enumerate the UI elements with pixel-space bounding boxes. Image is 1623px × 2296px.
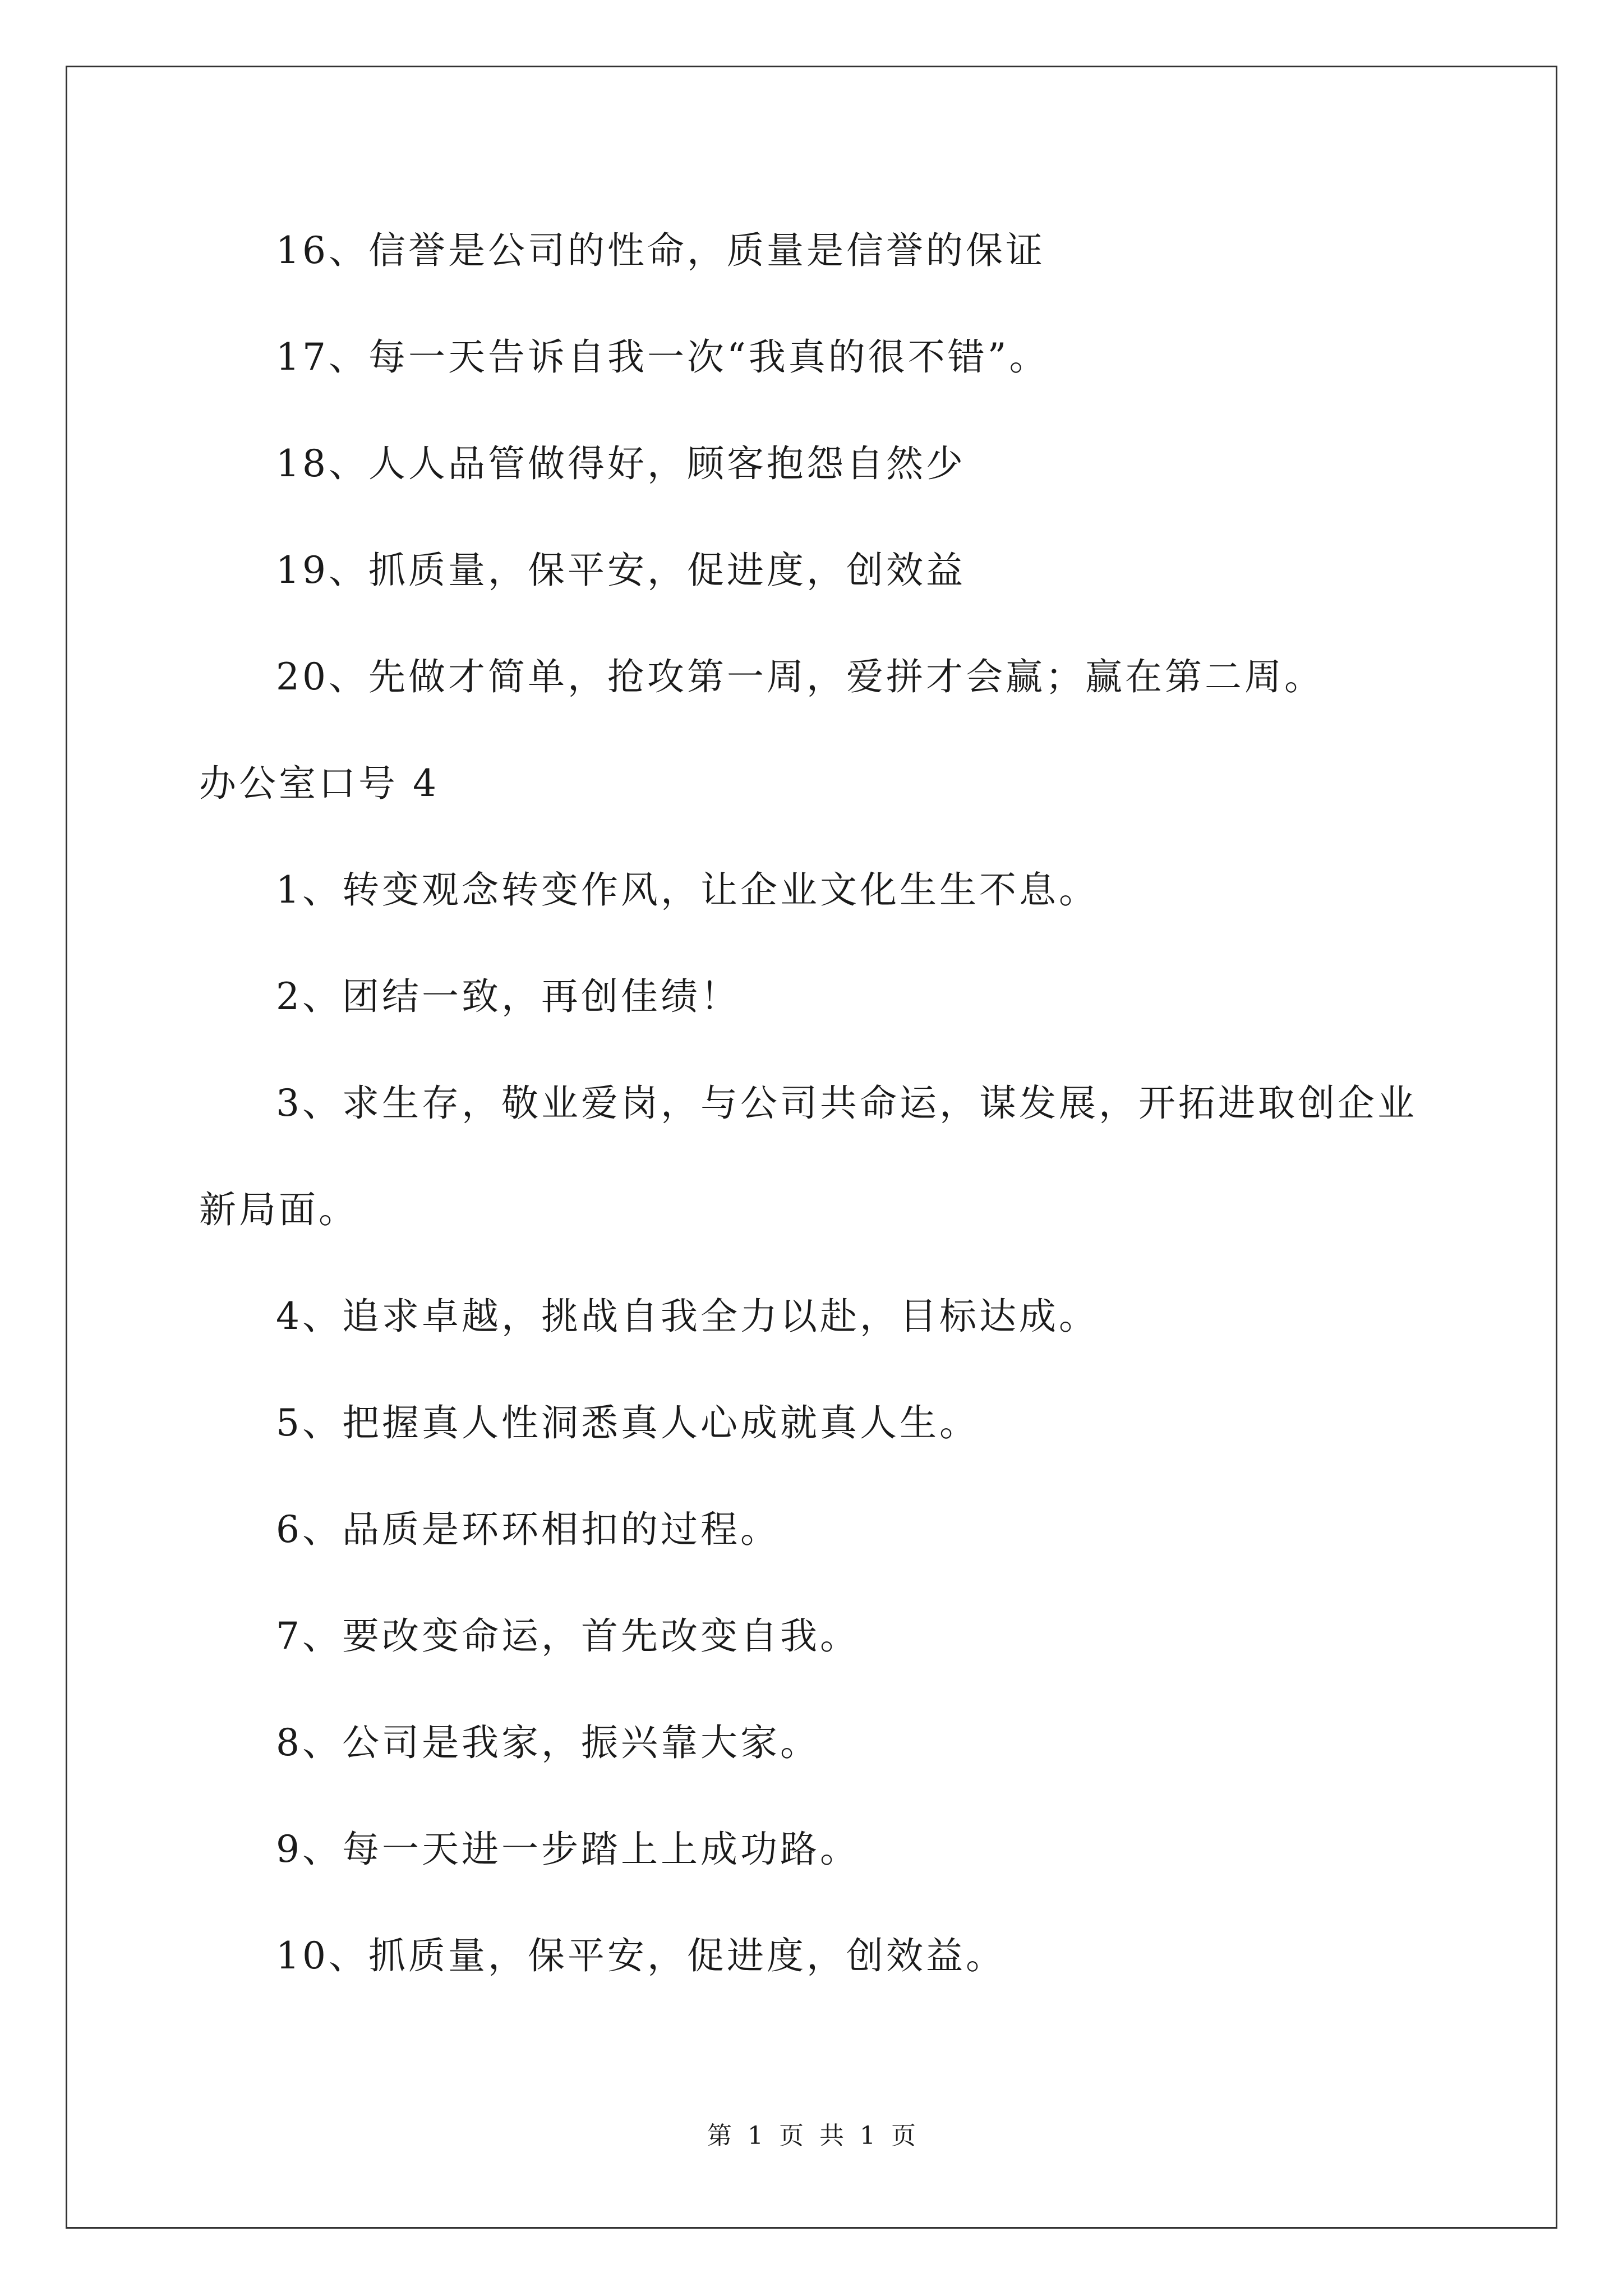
slogan-16: 16、信誉是公司的性命，质量是信誉的保证	[276, 229, 1045, 272]
section-slogan-7: 7、要改变命运，首先改变自我。	[276, 1614, 860, 1658]
page-number-footer: 第 1 页 共 1 页	[707, 2122, 916, 2150]
page-border	[66, 66, 1557, 2229]
slogan-20: 20、先做才简单，抢攻第一周，爱拼才会赢；赢在第二周。	[276, 655, 1324, 698]
section-slogan-10: 10、抓质量，保平安，促进度，创效益。	[276, 1934, 1006, 1977]
slogan-17: 17、每一天告诉自我一次“我真的很不错”。	[276, 335, 1049, 379]
section-slogan-9: 9、每一天进一步踏上上成功路。	[276, 1828, 860, 1871]
section-slogan-2: 2、团结一致，再创佳绩！	[276, 975, 740, 1018]
section-slogan-4: 4、追求卓越，挑战自我全力以赴，目标达成。	[276, 1295, 1099, 1338]
section-slogan-6: 6、品质是环环相扣的过程。	[276, 1508, 780, 1551]
slogan-19: 19、抓质量，保平安，促进度，创效益	[276, 549, 966, 592]
section-slogan-1: 1、转变观念转变作风，让企业文化生生不息。	[276, 868, 1099, 912]
section-slogan-5: 5、把握真人性洞悉真人心成就真人生。	[276, 1401, 979, 1444]
section-slogan-3: 3、求生存，敬业爱岗，与公司共命运，谋发展，开拓进取创企业	[276, 1082, 1417, 1125]
section-heading: 办公室口号 4	[199, 762, 439, 805]
slogan-18: 18、人人品管做得好，顾客抱怨自然少	[276, 442, 966, 485]
section-slogan-8: 8、公司是我家，振兴靠大家。	[276, 1721, 820, 1764]
section-slogan-3-continued: 新局面。	[199, 1188, 358, 1231]
